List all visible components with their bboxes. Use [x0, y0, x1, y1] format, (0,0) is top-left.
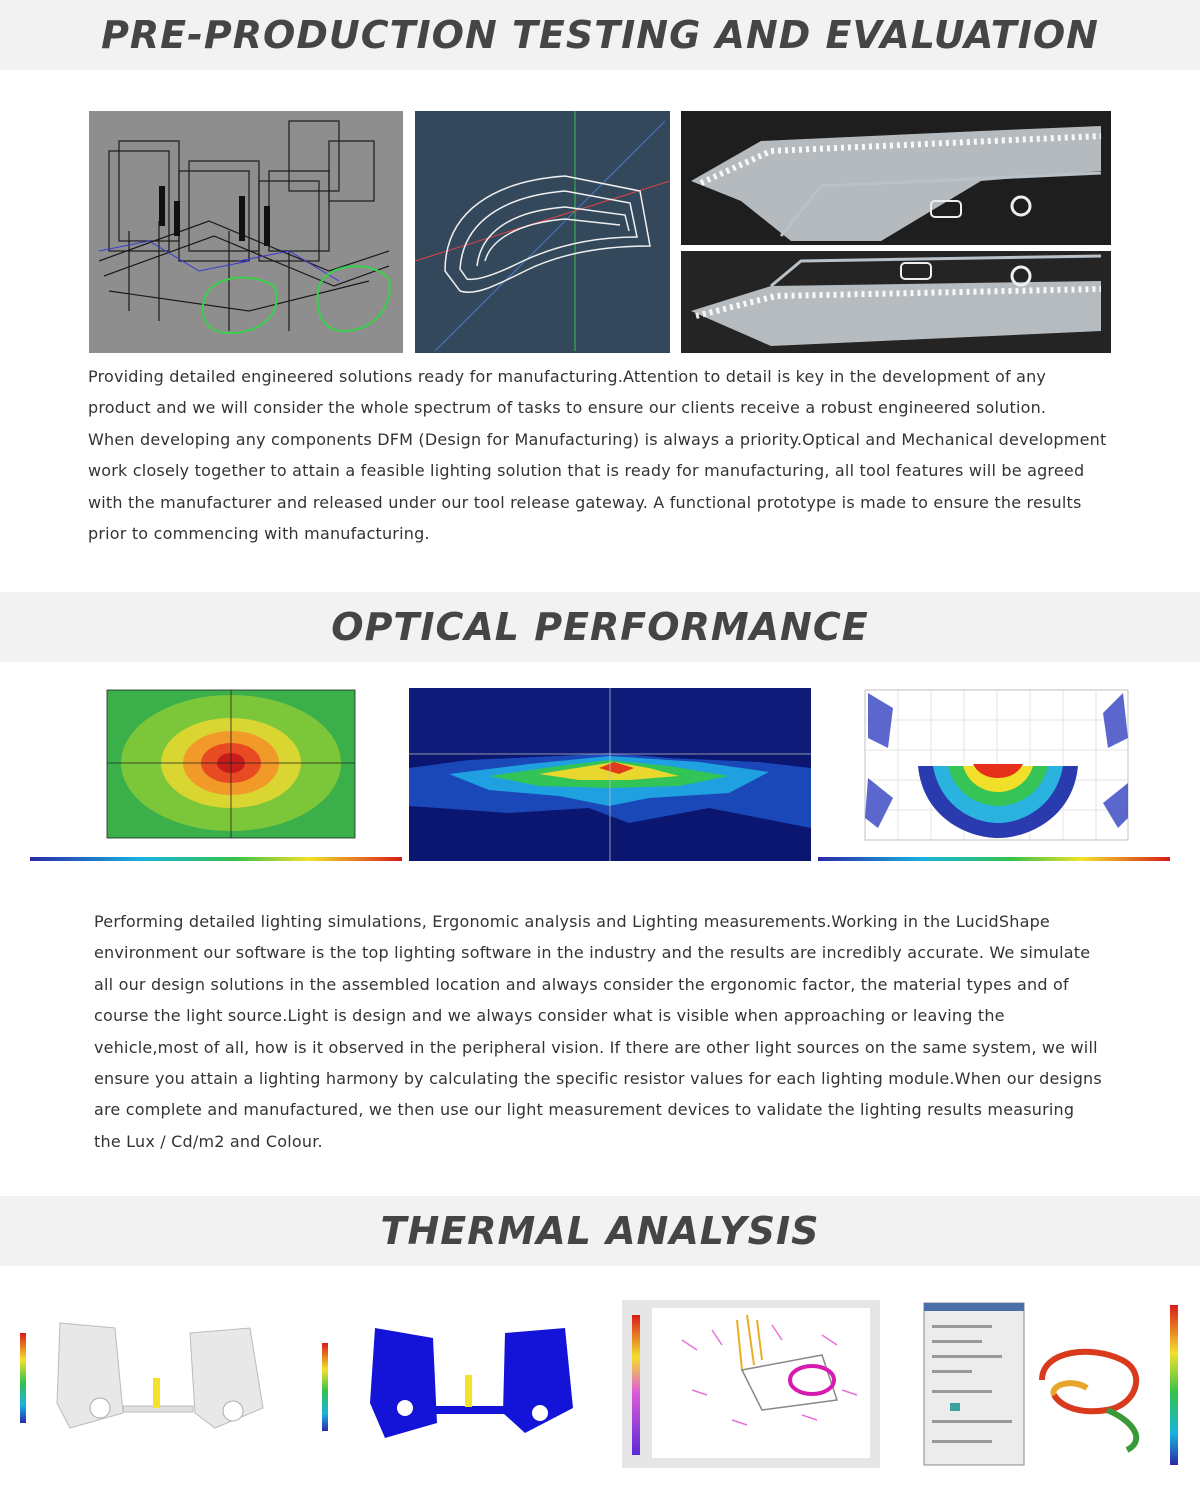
preproduction-paragraph [88, 361, 1113, 549]
section-header-preproduction [0, 0, 1200, 70]
preproduction-text-2: When developing any components DFM (Design for Manufacturing) is always a priority.Optical and Mechanical development work closely together to attain a feasible lighting solution that is ready for manufacturing, all tool features will be agreed with the manufacturer and released under our tool release gateway. A functional prototype is made to ensure the results prior to commencing with manufacturing. [88, 429, 1107, 544]
thermal-blue-housing-image [315, 1303, 590, 1463]
illuminance-distribution-plot-image [409, 688, 811, 861]
intensity-contour-plot-image [30, 688, 402, 862]
section-title: THERMAL ANALYSIS [380, 1209, 820, 1253]
ray-scatter-plot-image [818, 688, 1170, 862]
clear-prototype-part-image [681, 111, 1111, 353]
section-header-thermal [0, 1196, 1200, 1266]
section-title: OPTICAL PERFORMANCE [331, 605, 869, 649]
preproduction-text-1: Providing detailed engineered solutions ready for manufacturing.Attention to detail is key in the development of any product and we will consider the whole spectrum of tasks to ensure our clients receive a robust engineered solution. [88, 367, 1047, 418]
thermal-white-housing-image [15, 1303, 281, 1463]
section-header-optical [0, 592, 1200, 662]
optical-paragraph [94, 906, 1104, 1157]
thermal-vector-field-image [622, 1300, 880, 1468]
optical-text: Performing detailed lighting simulations, Ergonomic analysis and Lighting measurements.Working in the LucidShape environment our software is the top lighting software in the industry and the results are incredibly accurate. We simulate all our design solutions in the assembled location and always consider the ergonomic factor, the material types and of course the light source.Light is design and we always consider what is visible when approaching or leaving the vehicle,most of all, how is it observed in the peripheral vision. If there are other light sources on the same system, we will ensure you attain a lighting harmony by calculating the specific resistor values for each lighting module.When our designs are complete and manufactured, we then use our light measurement devices to validate the lighting results measuring the Lux / Cd/m2 and Colour. [94, 912, 1102, 1151]
thermal-ring-heatsink-image [922, 1300, 1190, 1468]
lightguide-cad-model-image [415, 111, 670, 353]
section-title: PRE-PRODUCTION TESTING AND EVALUATION [101, 13, 1099, 57]
wireframe-cad-assembly-image [89, 111, 403, 353]
